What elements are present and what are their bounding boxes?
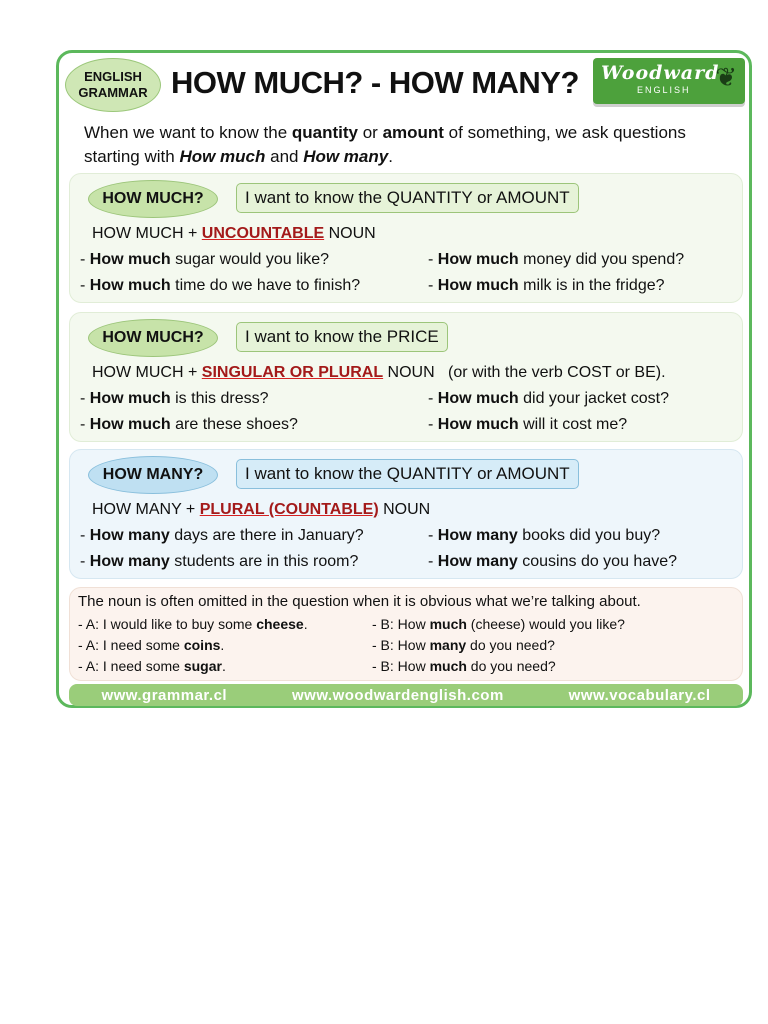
section-meaning: I want to know the QUANTITY or AMOUNT: [236, 459, 579, 489]
rule-keyword: PLURAL (COUNTABLE): [199, 501, 379, 518]
intro-amount: amount: [382, 123, 444, 142]
section-tag: HOW MANY?: [88, 456, 218, 494]
intro-quantity: quantity: [291, 123, 358, 142]
section-meaning: I want to know the QUANTITY or AMOUNT: [236, 183, 579, 213]
intro-paragraph: [84, 121, 734, 169]
badge-line2: GRAMMAR: [78, 85, 148, 100]
intro-text-4: and: [265, 147, 304, 166]
logo-brand: Woodward: [601, 62, 720, 84]
english-grammar-badge: [65, 58, 161, 112]
footer-link-vocabulary[interactable]: www.vocabulary.cl: [568, 686, 711, 704]
section-rule: [92, 501, 430, 519]
rule-prefix: HOW MUCH +: [92, 225, 202, 242]
rule-suffix: NOUN: [324, 225, 376, 242]
example-item: - How many students are in this room?: [80, 553, 359, 570]
omitted-noun-note: [69, 587, 743, 681]
example-item: - How many days are there in January?: [80, 527, 364, 544]
rule-suffix: NOUN: [378, 501, 431, 518]
note-text: The noun is often omitted in the question when it is obvious what we’re talking about.: [78, 593, 641, 610]
grammar-card: [56, 50, 752, 708]
dialogue-line: - A: I would like to buy some cheese.: [78, 616, 308, 632]
example-item: - How many books did you buy?: [428, 527, 661, 544]
section-tag: HOW MUCH?: [88, 180, 218, 218]
example-item: - How much is this dress?: [80, 390, 269, 407]
example-item: - How much time do we have to finish?: [80, 277, 361, 294]
section-how-much-quantity: [69, 173, 743, 303]
intro-text-2: or: [358, 123, 383, 142]
section-rule: [92, 225, 376, 243]
intro-text-3: of something, we ask questions starting with: [84, 123, 686, 166]
fern-icon: ❦: [715, 62, 737, 92]
dialogue-line: - B: How many do you need?: [372, 637, 555, 653]
section-tag: HOW MUCH?: [88, 319, 218, 357]
page-title: HOW MUCH? - HOW MANY?: [171, 65, 579, 100]
example-item: - How much did your jacket cost?: [428, 390, 669, 407]
rule-prefix: HOW MUCH +: [92, 364, 202, 381]
rule-keyword: SINGULAR OR PLURAL: [201, 364, 384, 381]
dialogue-line: - B: How much (cheese) would you like?: [372, 616, 625, 632]
intro-text-1: When we want to know the: [84, 123, 292, 142]
intro-how-many: How many: [303, 147, 389, 166]
example-item: - How much will it cost me?: [428, 416, 628, 433]
woodward-logo: [593, 58, 745, 104]
intro-how-much: How much: [179, 147, 266, 166]
footer-links: [69, 684, 743, 706]
example-item: - How much sugar would you like?: [80, 251, 329, 268]
section-rule: [92, 364, 666, 382]
badge-line1: ENGLISH: [84, 69, 142, 84]
dialogue-line: - B: How much do you need?: [372, 658, 556, 674]
rule-suffix: NOUN (or with the verb COST or BE).: [383, 364, 666, 381]
intro-text-5: .: [388, 147, 393, 166]
dialogue-line: - A: I need some sugar.: [78, 658, 226, 674]
rule-prefix: HOW MANY +: [92, 501, 200, 518]
example-item: - How much money did you spend?: [428, 251, 685, 268]
section-how-many: [69, 449, 743, 579]
logo-sub: ENGLISH: [637, 85, 691, 95]
footer-link-woodward[interactable]: www.woodwardenglish.com: [291, 686, 504, 704]
section-how-much-price: [69, 312, 743, 442]
example-item: - How much milk is in the fridge?: [428, 277, 665, 294]
example-item: - How many cousins do you have?: [428, 553, 678, 570]
example-item: - How much are these shoes?: [80, 416, 298, 433]
dialogue-line: - A: I need some coins.: [78, 637, 225, 653]
footer-link-grammar[interactable]: www.grammar.cl: [101, 686, 228, 704]
rule-keyword: UNCOUNTABLE: [201, 225, 325, 242]
section-meaning: I want to know the PRICE: [236, 322, 448, 352]
